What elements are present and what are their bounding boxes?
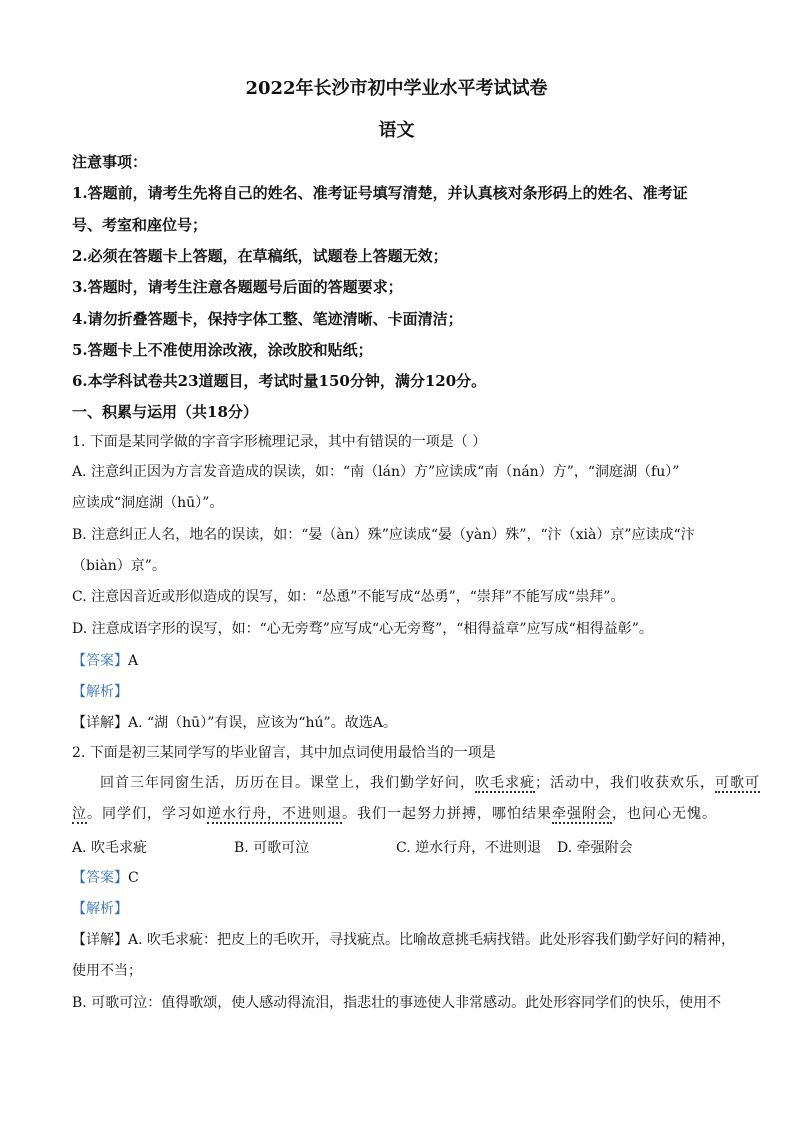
passage-text: ，也问心无愧。 <box>612 806 717 822</box>
q2-option-d: D. 牵强附会 <box>557 840 633 856</box>
q1-analysis-tag: 【解析】 <box>72 684 128 700</box>
detail-text: A. 吹毛求疵：把皮上的毛吹开，寻找疵点。比喻故意挑毛病找错。此处形容我们勤学好问的精神， <box>128 932 736 948</box>
dotted-word: 吹毛求疵 <box>475 775 535 791</box>
detail-tag: 【详解】 <box>72 932 128 948</box>
passage-text: ；活动中，我们收获欢乐， <box>535 775 715 791</box>
dotted-word: 泣 <box>72 806 87 822</box>
q2-stem: 2. 下面是初三某同学写的毕业留言，其中加点词使用最恰当的一项是 <box>72 745 496 761</box>
dotted-word: 逆水行舟，不进则退 <box>207 806 342 822</box>
answer-tag: 【答案】 <box>72 653 128 669</box>
q1-option-c: C. 注意因音近或形似造成的误写，如：“怂恿”不能写成“怂勇”，“崇拜”不能写成“祟拜”。 <box>72 589 625 605</box>
passage-text: 。同学们，学习如 <box>87 806 207 822</box>
passage-text: 。我们一起努力拼搏，哪怕结果 <box>342 806 552 822</box>
q2-option-a: A. 吹毛求疵 <box>72 840 148 856</box>
q1-option-b: B. 注意纠正人名，地名的误读，如：“晏（àn）殊”应读成“晏（yàn）殊”，“汴（xià）京”应读成“汴 <box>72 527 695 543</box>
answer-value: A <box>128 653 139 669</box>
subject-title: 语文 <box>378 120 415 141</box>
note-item: 3.答题时，请考生注意各题题号后面的答题要求； <box>72 278 403 296</box>
q2-detail <box>72 930 736 950</box>
q1-detail <box>72 713 722 733</box>
q1-option-a: A. 注意纠正因为方言发音造成的误读，如：“南（lán）方”应读成“南（nán）方”，“洞庭湖（fu）” <box>72 464 680 480</box>
dotted-word: 牵强附会 <box>552 806 612 822</box>
q2-passage-line1 <box>100 773 760 793</box>
note-item: 6.本学科试卷共23道题目，考试时量150分钟，满分120分。 <box>72 372 487 390</box>
answer-value: C <box>128 870 139 886</box>
note-item: 1.答题前，请考生先将自己的姓名、准考证号填写清楚，并认真核对条形码上的姓名、准考证 <box>72 184 688 202</box>
q2-detail-cont: 使用不当； <box>72 963 142 979</box>
q2-analysis-tag: 【解析】 <box>72 901 128 917</box>
q1-option-b-cont: （biàn）京”。 <box>72 558 166 574</box>
q2-answer <box>72 868 722 888</box>
q2-option-c: C. 逆水行舟，不进则退 <box>396 840 542 856</box>
q2-detail-b: B. 可歌可泣：值得歌颂，使人感动得流泪，指悲壮的事迹使人非常感动。此处形容同学们的快乐，使用不 <box>72 995 722 1011</box>
section-heading: 一、积累与运用（共18分） <box>72 403 258 421</box>
q1-option-d: D. 注意成语字形的误写，如：“心无旁骛”应写成“心无旁鹜”，“相得益章”应写成“相得益彰”。 <box>72 621 653 637</box>
note-item: 2.必须在答题卡上答题，在草稿纸，试题卷上答题无效； <box>72 247 448 265</box>
q1-answer <box>72 651 722 671</box>
notes-heading: 注意事项： <box>72 153 148 171</box>
note-item: 4.请勿折叠答题卡，保持字体工整、笔迹清晰、卡面清洁； <box>72 310 463 328</box>
answer-tag: 【答案】 <box>72 870 128 886</box>
detail-text: A. “湖（hū）”有误，应该为“hú”。故选A。 <box>128 715 397 731</box>
note-item: 号、考室和座位号； <box>72 216 208 234</box>
dotted-word: 可歌可 <box>715 775 760 791</box>
note-item: 5.答题卡上不准使用涂改液，涂改胶和贴纸； <box>72 341 373 359</box>
q2-passage-line2 <box>72 804 722 824</box>
passage-text: 回首三年同窗生活，历历在目。课堂上，我们勤学好问， <box>100 775 475 791</box>
exam-title: 2022年长沙市初中学业水平考试试卷 <box>245 78 548 99</box>
q2-option-b: B. 可歌可泣 <box>234 840 310 856</box>
detail-tag: 【详解】 <box>72 715 128 731</box>
q1-stem: 1. 下面是某同学做的字音字形梳理记录，其中有错误的一项是（ ） <box>72 434 487 450</box>
q1-option-a-cont: 应读成“洞庭湖（hū）”。 <box>72 495 224 511</box>
